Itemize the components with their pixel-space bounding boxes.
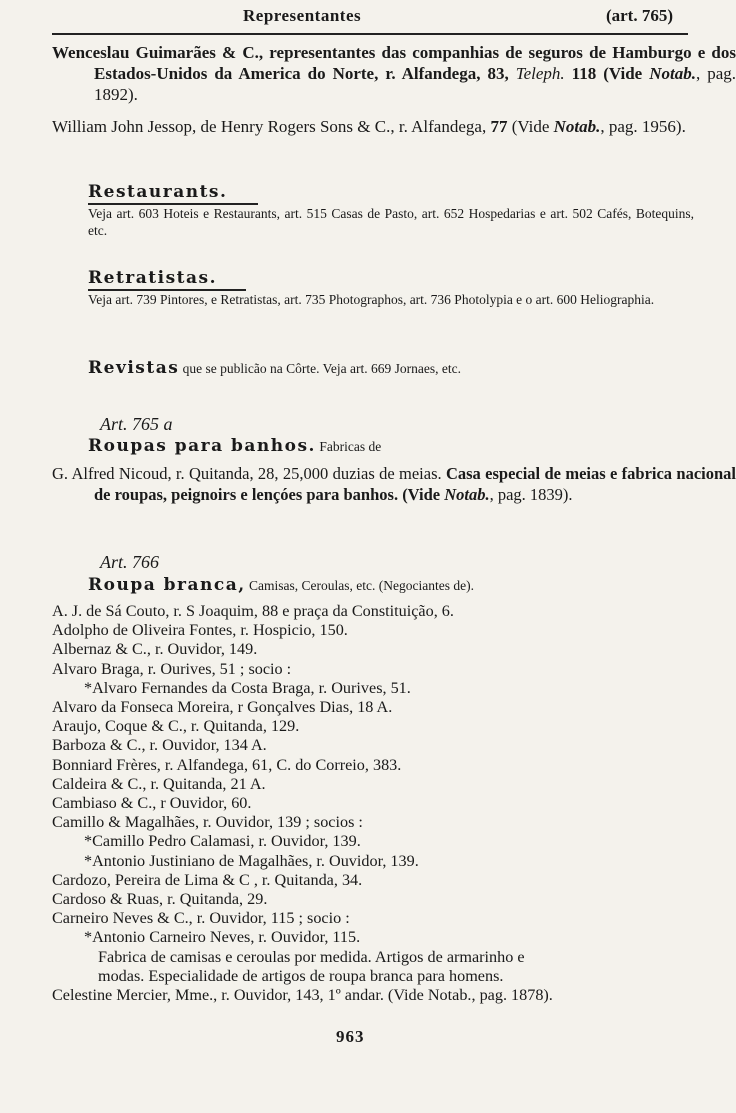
section-title: Retratistas. (88, 268, 218, 288)
list-item: Cardoso & Ruas, r. Quitanda, 29. (52, 890, 268, 909)
section-text: que se publicão na Côrte. Veja art. 669 Jornaes, etc. (179, 361, 461, 376)
list-continuation: modas. Especialidade de artigos de roupa branca para homens. (98, 966, 504, 985)
list-item: A. J. de Sá Couto, r. S Joaquim, 88 e praça da Constituição, 6. (52, 602, 454, 620)
section-restaurants (88, 182, 694, 239)
list-item: Caldeira & C., r. Quitanda, 21 A. (52, 774, 266, 793)
running-header-title: Representantes (243, 6, 362, 25)
list-item: Cambiaso & C., r Ouvidor, 60. (52, 794, 252, 813)
list-item: Alvaro da Fonseca Moreira, r Gonçalves Dias, 18 A. (52, 698, 393, 717)
entry-text: r. Quitanda, 28, 25,000 duzias de meias. (171, 464, 446, 483)
list-subitem: *Antonio Justiniano de Magalhães, r. Ouvidor, 139. (84, 851, 419, 870)
page-number: 963 (336, 1027, 365, 1046)
list-item: Cardozo, Pereira de Lima & C , r. Quitanda, 34. (52, 870, 363, 889)
section-retratistas (88, 268, 694, 308)
list-item: Alvaro Braga, r. Ourives, 51 ; socio : (52, 659, 292, 678)
list-item: Camillo & Magalhães, r. Ouvidor, 139 ; socios : (52, 813, 363, 832)
running-header-article: (art. 765) (605, 6, 673, 25)
section-text: Veja art. 739 Pintores, e Retratistas, art. 735 Photographos, art. 736 Photolypia e o art. 600 Heliographia. (88, 292, 655, 307)
dealer-list (52, 602, 702, 1005)
page-ref: , pag. 1956). (600, 117, 686, 136)
list-item: Carneiro Neves & C., r. Ouvidor, 115 ; socio : (52, 909, 350, 928)
article-subtitle: Fabricas de (315, 439, 382, 454)
section-text: Veja art. 603 Hoteis e Restaurants, art. 515 Casas de Pasto, art. 652 Hospedarias e art. 502 Cafés, Botequins, etc. (88, 206, 694, 238)
entry-name: G. Alfred Nicoud, (52, 464, 172, 483)
list-item: Celestine Mercier, Mme., r. Ouvidor, 143, 1º andar. (Vide Notab., pag. 1878). (52, 986, 553, 1005)
list-subitem: *Camillo Pedro Calamasi, r. Ouvidor, 139. (84, 832, 361, 851)
article-subtitle: Camisas, Ceroulas, etc. (Negociantes de). (245, 578, 474, 593)
list-item: Albernaz & C., r. Ouvidor, 149. (52, 640, 258, 659)
list-subitem: *Antonio Carneiro Neves, r. Ouvidor, 115. (84, 928, 361, 947)
list-item: Araujo, Coque & C., r. Quitanda, 129. (52, 717, 300, 736)
entry-number: 77 (490, 117, 508, 136)
page-ref: , pag. 1892). (94, 64, 736, 104)
list-item: Bonniard Frères, r. Alfandega, 61, C. do Correio, 383. (52, 755, 402, 774)
article-title: Roupa branca, (88, 575, 246, 595)
entry-name: William John Jessop, de Henry Rogers Sons & C., (52, 117, 395, 136)
entry-tail: 118 (Vide (564, 64, 650, 83)
article-title: Roupas para banhos. (88, 436, 316, 456)
entry-name: Wenceslau Guimarães & C., (52, 43, 264, 62)
entry-text: representantes das companhias de seguros de Hamburgo e dos Estados-Unidos da America do Norte, r. Alfandega, 83, (94, 43, 736, 83)
entry-text: r. Alfandega, (394, 117, 491, 136)
entry-wenceslau (52, 42, 736, 105)
section-title: Restaurants. (88, 182, 228, 202)
article-number-765a: Art. 765 a (100, 414, 173, 434)
section-title: Revistas (88, 358, 180, 378)
entry-bold: Casa especial (445, 464, 541, 483)
notab-ref: Notab. (553, 117, 601, 136)
entry-text2: de meias e fabrica nacional de roupas, peignoirs e lençóes para banhos. (Vide (94, 464, 736, 504)
article-heading-765a (88, 436, 694, 456)
header-rule (52, 33, 688, 35)
list-continuation: Fabrica de camisas e ceroulas por medida. Artigos de armarinho e (98, 947, 525, 966)
section-revistas (88, 358, 694, 378)
entry-tail: (Vide (507, 117, 554, 136)
notab-ref: Notab. (649, 64, 696, 83)
list-item: Adolpho de Oliveira Fontes, r. Hospicio, 150. (52, 621, 348, 640)
article-heading-766 (88, 575, 694, 595)
page-ref: , pag. 1839). (489, 485, 573, 504)
list-item: Barboza & C., r. Ouvidor, 134 A. (52, 736, 267, 755)
article-number-766: Art. 766 (100, 552, 160, 572)
notab-ref: Notab. (444, 485, 490, 504)
teleph-label: Teleph. (515, 64, 565, 83)
entry-william (52, 116, 736, 137)
entry-nicoud (52, 463, 736, 505)
list-subitem: *Alvaro Fernandes da Costa Braga, r. Ourives, 51. (84, 678, 411, 697)
